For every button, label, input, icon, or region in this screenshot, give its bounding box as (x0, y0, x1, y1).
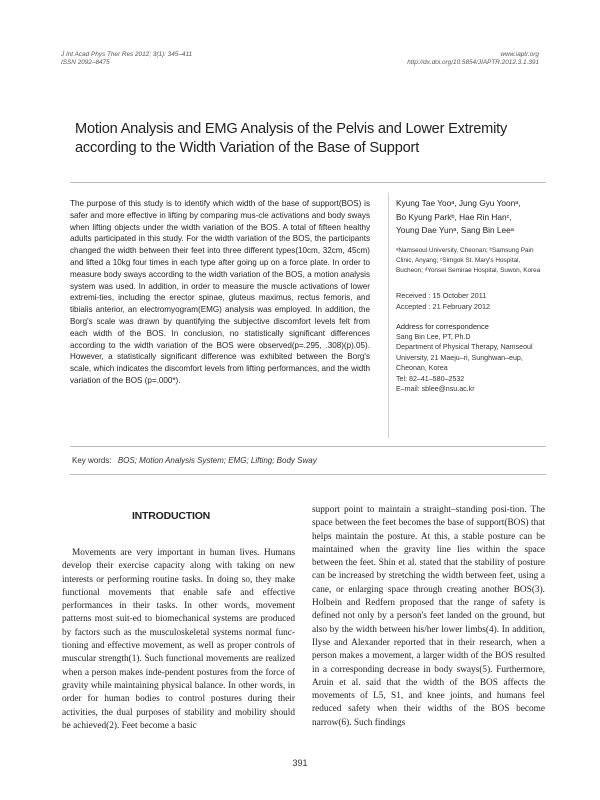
website-link[interactable]: www.iaptr.org (500, 51, 539, 58)
body-text-left-column: Movements are very important in human lives. Humans develop their exercise capacity along with taking on new interests or performing routine tasks. In doing so, they make functional movements that enable safe and effective performances in their tasks. In other words, movement patterns most suit-ed to biomechanical systems are produced by factors such as the musculoskeletal systems normal func-tioning and effective movement, as well as proper controls of muscular strength(1). Such functional movements are realized when a person makes inde-pendent postures from the force of gravity while maintaining physical balance. In other words, in order for human bodies to control postures during their activities, the dual purposes of stability and mobility should be achieved(2). Feet become a basic (62, 548, 295, 731)
keywords-text: BOS; Motion Analysis System; EMG; Lifting; Body Sway (117, 456, 317, 465)
keywords-bottom-divider (70, 474, 546, 475)
journal-links (407, 51, 539, 67)
journal-citation: J Int Acad Phys Ther Res 2012; 3(1): 345–411 (61, 51, 193, 58)
journal-header (61, 51, 192, 67)
accepted-date: Accepted : 21 February 2012 (396, 301, 491, 311)
keywords (72, 456, 317, 465)
top-divider (70, 182, 546, 183)
keywords-top-divider (70, 446, 546, 447)
title-line-1: Motion Analysis and EMG Analysis of the Pelvis and Lower Extremity (75, 121, 508, 137)
section-heading: INTRODUCTION (131, 510, 211, 522)
correspondence-block (396, 332, 546, 395)
affiliations: ᵃNamseoul University, Cheonan; ᵇSamsung Pain Clinic, Anyang; ᶜSimgok St. Mary's Hospital, Bucheon; ᵈYonsei Semirae Hospital, Suwon, Korea (396, 246, 541, 274)
keywords-label: Key words: (72, 456, 112, 465)
author-info-panel (396, 197, 546, 395)
title-line-2: according to the Width Variation of the Base of Support (75, 140, 420, 156)
body-text-right-column: support point to maintain a straight–standing posi-tion. The space between the feet becomes the base of support(BOS) that helps maintain the posture. At this, a stable posture can be maintained when the gravity line lies within the space between the feet. Shin et al. stated that the stability of posture can be increased by stretching the width between feet, using a cane, or enlarging space through creating another BOS(3). Holbein and Redfern proposed that the range of safety is defined not only by a person's feet landed on the ground, but also by the width between his/her lower limbs(4). In addition, Ilyse and Alexander reported that in their research, when a person makes a movement, a larger width of the BOS resulted in a corresponding decrease in body sways(5). Furthermore, Aruin et al. said that the width of the BOS affects the movements of L5, S1, and knee joints, and humans feel reduced safety when their widths of the BOS become narrow(6). Such findings (312, 505, 545, 728)
author-list (396, 197, 546, 238)
issn: ISSN 2092–8475 (61, 59, 110, 66)
page-number: 391 (292, 758, 308, 768)
abstract: The purpose of this study is to identify which width of the base of support(BOS) is safer and more effective in lifting by comparing mus-cle activations and body sways when lifting objects under the width variation of the BOS. A total of fifteen healthy adults participated in this study. For the width variation of the BOS, the participants changed the width between their feet into three different types(10cm, 32cm, 45cm) and lifted a 10kg four times in each type after going up on a force plate. In order to measure body sways according to the width variation of the BOS, a motion analysis system was used. In addition, in order to measure the muscle activations of lower extremi-ties, including the erector spinae, gluteus maximus, rectus femoris, and tibialis anterior, an electromyogram(EMG) analysis was employed. In addition, the Borg's scale was drawn by quantifying the subjective discomfort levels felt from each width of the BOS. In conclusion, no statistically significant differences according to the width variation of the BOS were observed(p=.295, .308)(p).05). However, a statistically significant difference was exhibited between the Borg's scale, which indicates the discomfort levels from lifting performances, and the width variation of the BOS (p=.000*). (70, 199, 370, 385)
paper-title (75, 120, 545, 158)
correspondence-dept: Department of Physical Therapy, Namseoul University, 21 Maeju–ri, Sunghwan–eup, Cheonan, Korea (396, 343, 533, 372)
correspondence-email[interactable]: E–mail: sblee@nsu.ac.kr (396, 385, 475, 393)
correspondence-label: Address for correspondence (396, 321, 489, 331)
author-line-3: Young Dae Yunᵃ, Sang Bin Leeᵃ (396, 225, 514, 235)
column-divider (388, 193, 389, 438)
article-dates (396, 290, 546, 312)
received-date: Received : 15 October 2011 (396, 290, 487, 300)
correspondence-tel: Tel: 82–41–580–2532 (396, 374, 465, 383)
author-line-2: Bo Kyung Parkᵇ, Hae Rin Hanᶜ, (396, 211, 512, 222)
correspondence-name: Sang Bin Lee, PT, Ph.D (396, 332, 471, 341)
doi-link[interactable]: http://dx.doi.org/10.5854/JIAPTR.2012.3.1.391 (407, 59, 539, 66)
author-line-1: Kyung Tae Yooᵃ, Jung Gyu Yoonᵃ, (396, 198, 521, 208)
